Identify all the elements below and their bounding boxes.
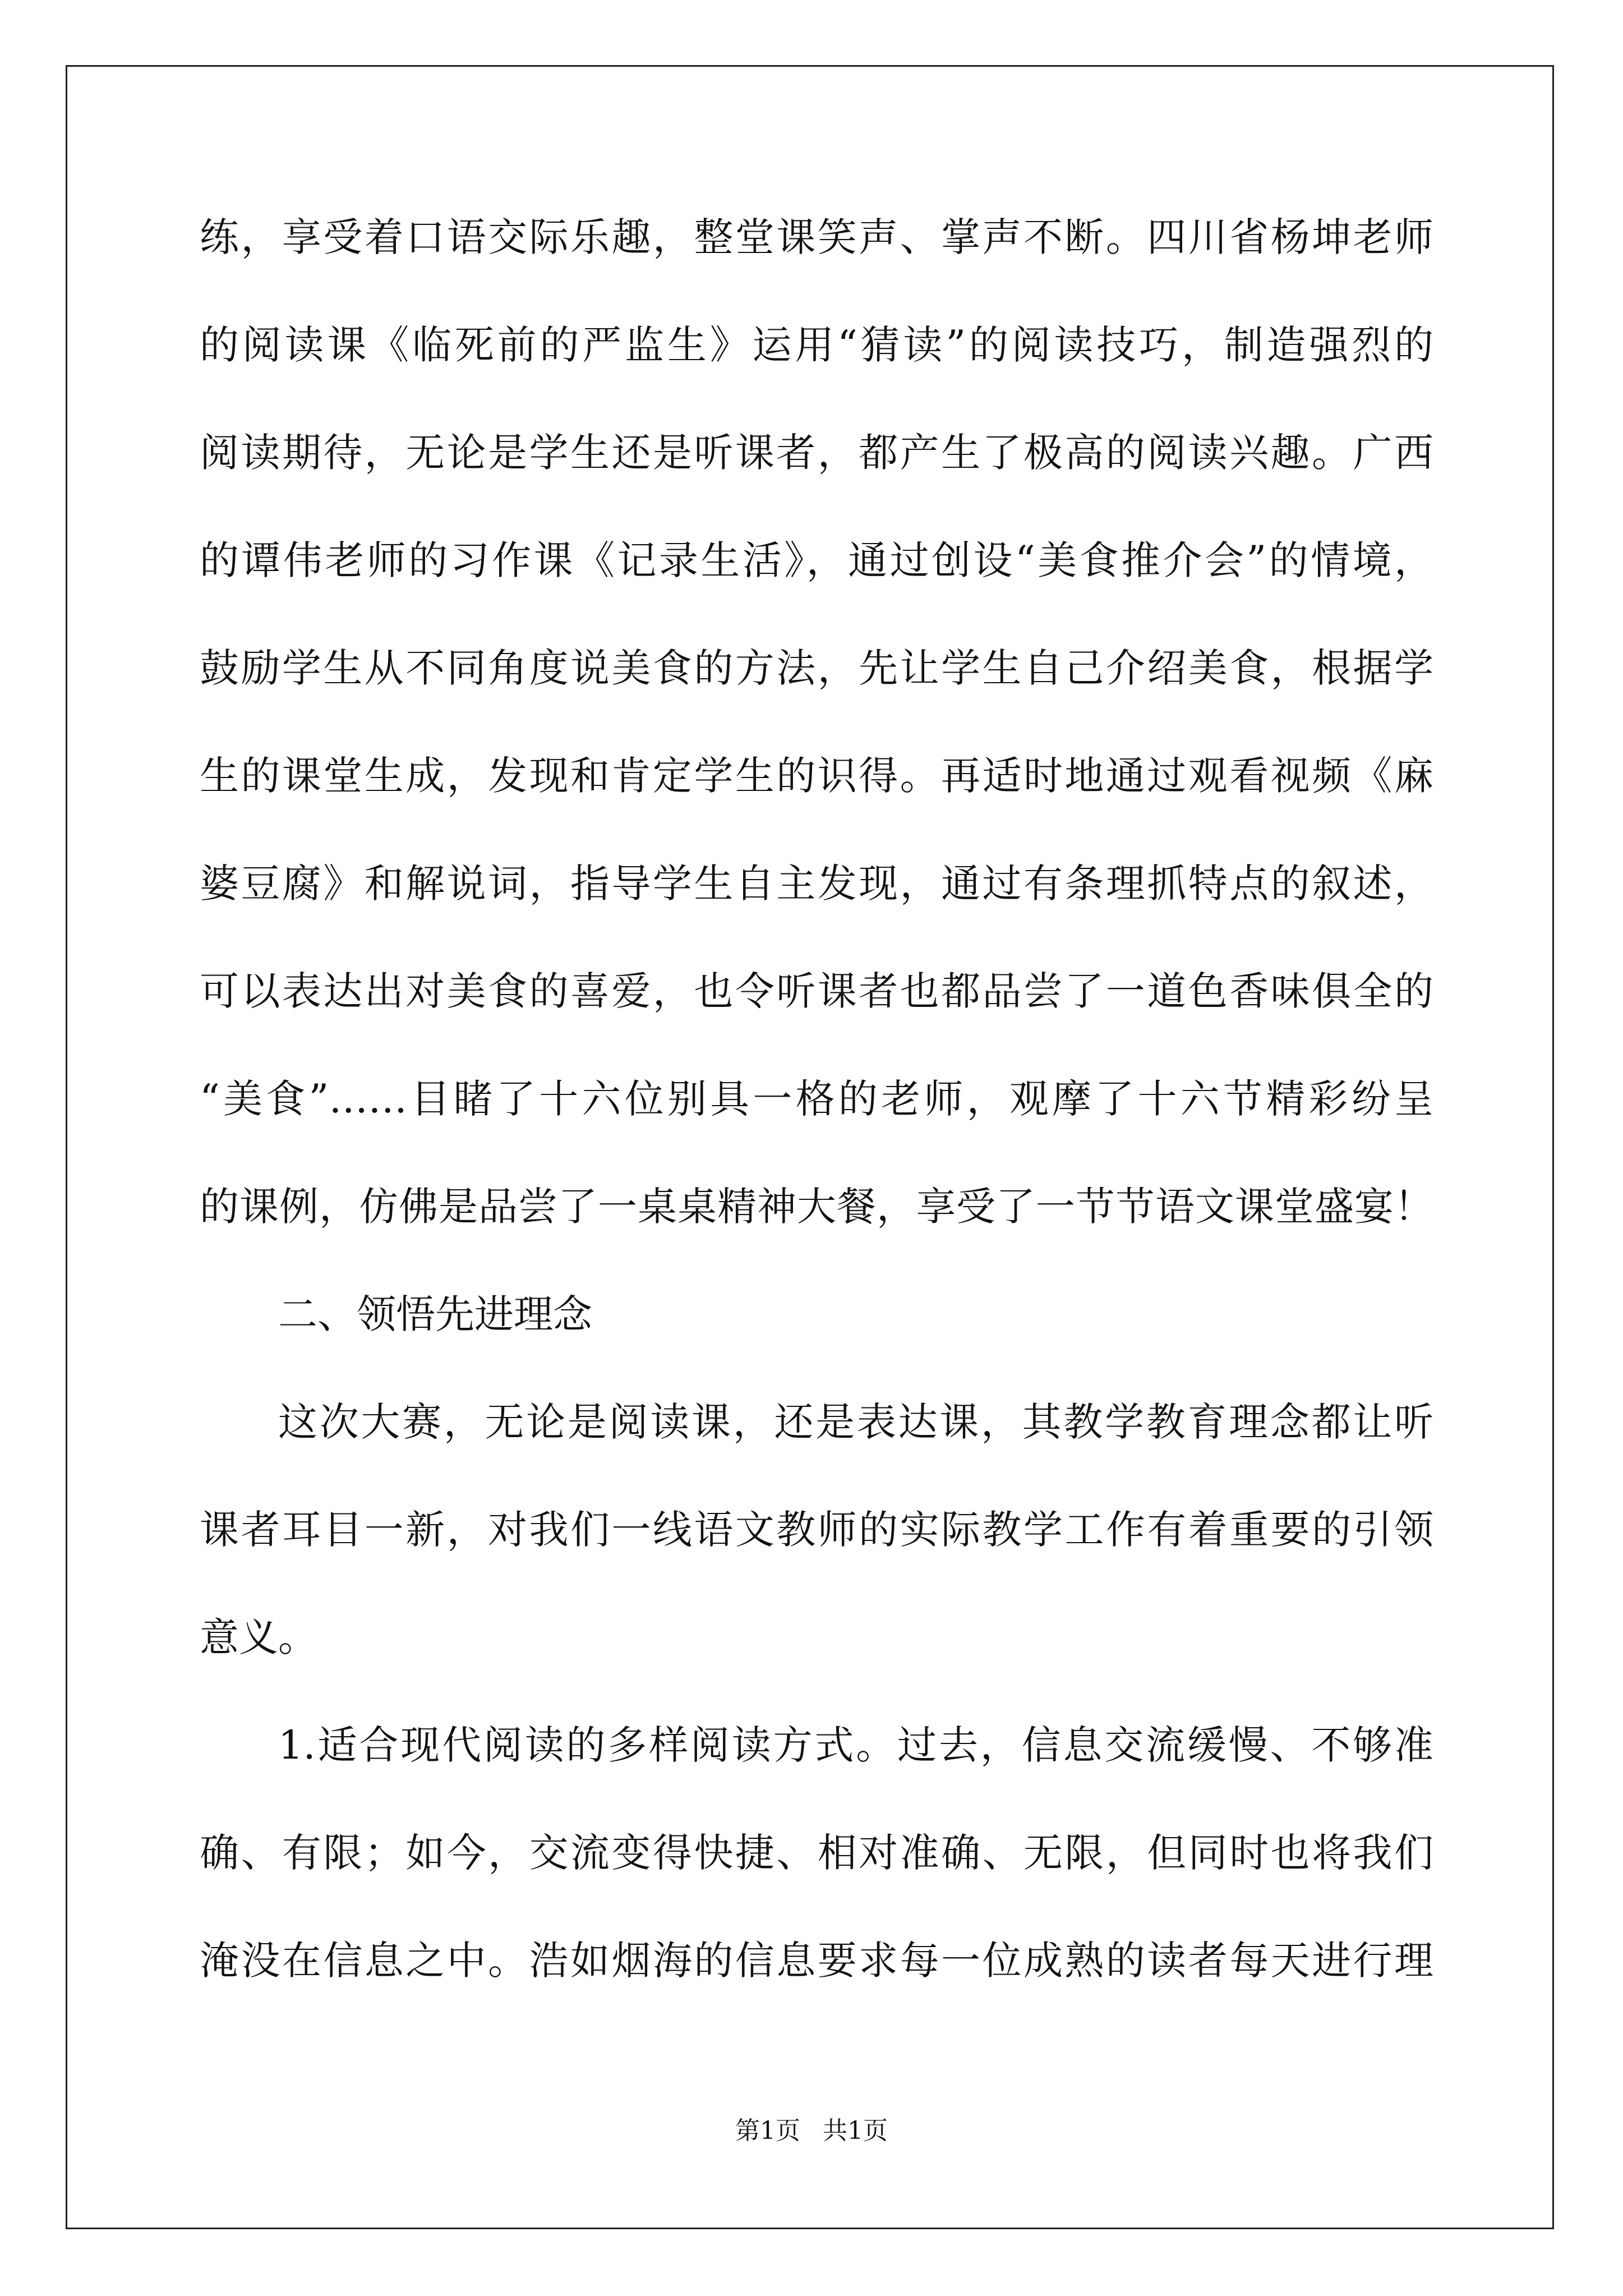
text-line: 婆豆腐》和解说词，指导学生自主发现，通过有条理抓特点的叙述， bbox=[200, 861, 1433, 907]
page-number: 第1页 bbox=[735, 2116, 800, 2145]
text-line: 的课例，仿佛是品尝了一桌桌精神大餐，享受了一节节语文课堂盛宴！ bbox=[200, 1184, 1433, 1230]
text-line: 淹没在信息之中。浩如烟海的信息要求每一位成熟的读者每天进行理 bbox=[200, 1938, 1433, 1984]
page-footer bbox=[0, 2116, 1623, 2146]
text-line: 生的课堂生成，发现和肯定学生的识得。再适时地通过观看视频《麻 bbox=[200, 753, 1433, 799]
text-line: 练，享受着口语交际乐趣，整堂课笑声、掌声不断。四川省杨坤老师 bbox=[200, 214, 1433, 260]
text-line: 这次大赛，无论是阅读课，还是表达课，其教学教育理念都让听 bbox=[278, 1399, 1433, 1445]
text-line: “美食”……目睹了十六位别具一格的老师，观摩了十六节精彩纷呈 bbox=[200, 1076, 1433, 1122]
section-heading: 二、领悟先进理念 bbox=[278, 1291, 592, 1337]
text-line: 意义。 bbox=[200, 1614, 317, 1660]
text-line: 鼓励学生从不同角度说美食的方法，先让学生自己介绍美食，根据学 bbox=[200, 645, 1433, 691]
text-line: 1.适合现代阅读的多样阅读方式。过去，信息交流缓慢、不够准 bbox=[278, 1722, 1433, 1768]
text-line: 的阅读课《临死前的严监生》运用“猜读”的阅读技巧，制造强烈的 bbox=[200, 322, 1433, 368]
text-line: 可以表达出对美食的喜爱，也令听课者也都品尝了一道色香味俱全的 bbox=[200, 968, 1433, 1014]
document-body bbox=[200, 212, 1433, 2043]
page-total: 共1页 bbox=[823, 2116, 888, 2145]
text-line: 阅读期待，无论是学生还是听课者，都产生了极高的阅读兴趣。广西 bbox=[200, 430, 1433, 476]
text-line: 课者耳目一新，对我们一线语文教师的实际教学工作有着重要的引领 bbox=[200, 1507, 1433, 1553]
text-line: 的谭伟老师的习作课《记录生活》，通过创设“美食推介会”的情境， bbox=[200, 537, 1433, 583]
text-line: 确、有限；如今，交流变得快捷、相对准确、无限，但同时也将我们 bbox=[200, 1830, 1433, 1876]
